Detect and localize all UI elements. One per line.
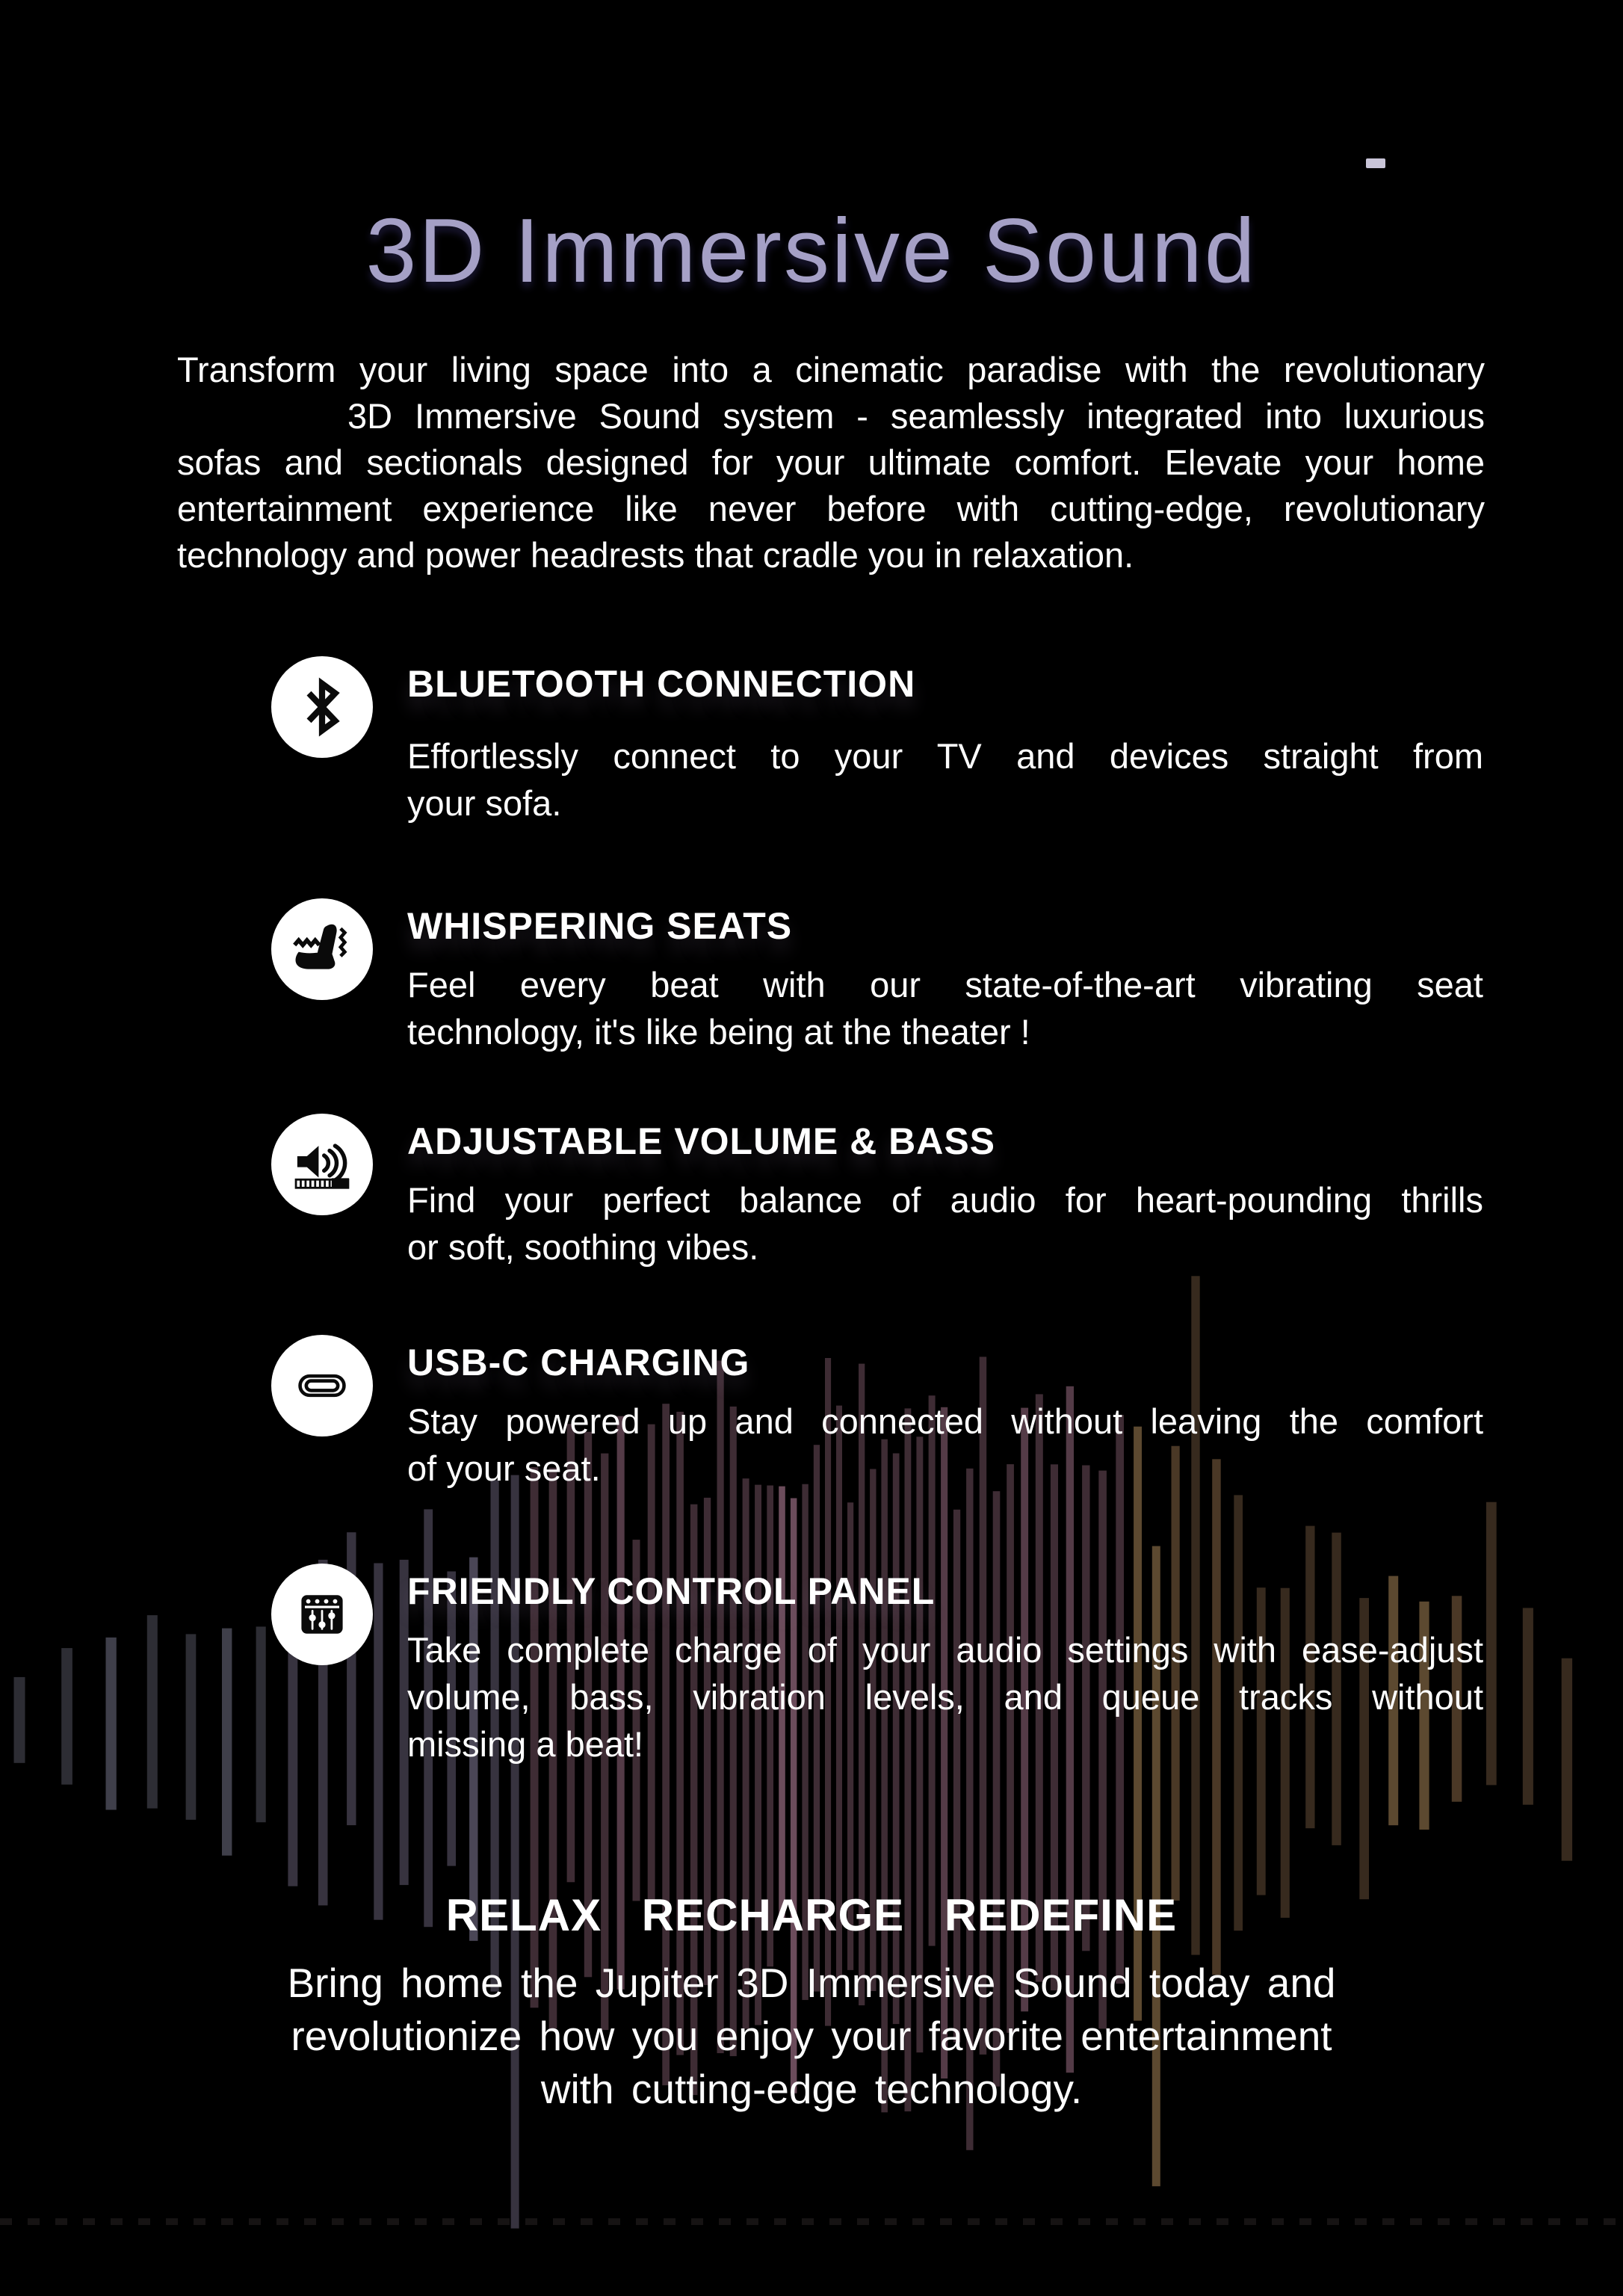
feature-bluetooth <box>271 656 1483 827</box>
intro-line: sofas and sectionals designed for your ultimate comfort. Elevate your home <box>177 442 1485 482</box>
vibrating-seat-icon-badge <box>271 898 373 1000</box>
feature-desc-line: of your seat. <box>407 1448 601 1488</box>
control-panel-icon-badge <box>271 1564 373 1665</box>
feature-description <box>407 1176 1483 1271</box>
feature-title: ADJUSTABLE VOLUME & BASS <box>407 1120 996 1162</box>
top-right-dash <box>1366 158 1385 168</box>
feature-desc-line: technology, it's like being at the theater ! <box>407 1012 1030 1052</box>
intro-paragraph <box>177 347 1485 578</box>
control-panel-icon <box>288 1580 356 1649</box>
feature-desc-line: Feel every beat with our state-of-the-art vibrating seat <box>407 965 1483 1004</box>
feature-whispering-seats <box>271 898 1483 1055</box>
feature-volume-bass <box>271 1114 1483 1271</box>
feature-desc-line: your sofa. <box>407 783 562 823</box>
bluetooth-icon <box>288 673 356 741</box>
feature-usb-c <box>271 1335 1483 1492</box>
outro-line: revolutionize how you enjoy your favorite entertainment <box>291 2013 1332 2059</box>
outro-paragraph <box>0 1957 1623 2116</box>
feature-desc-line: volume, bass, vibration levels, and queue tracks without <box>407 1677 1483 1717</box>
outro-line: with cutting-edge technology. <box>540 2066 1083 2112</box>
vibrating-seat-icon <box>288 915 356 984</box>
feature-desc-line: Find your perfect balance of audio for heart-pounding thrills <box>407 1180 1483 1220</box>
feature-desc-line: Stay powered up and connected without leaving the comfort <box>407 1401 1483 1441</box>
usb-c-port-icon-badge <box>271 1335 373 1436</box>
volume-bass-icon <box>288 1130 356 1199</box>
feature-title: WHISPERING SEATS <box>407 905 793 947</box>
feature-title: USB-C CHARGING <box>407 1342 750 1383</box>
feature-title: BLUETOOTH CONNECTION <box>407 663 916 705</box>
intro-line: Transform your living space into a cinematic paradise with the revolutionary <box>177 350 1485 389</box>
feature-title: FRIENDLY CONTROL PANEL <box>407 1570 936 1612</box>
feature-description <box>407 1398 1483 1492</box>
page-title: 3D Immersive Sound <box>365 200 1258 301</box>
feature-desc-line: missing a beat! <box>407 1724 644 1764</box>
bluetooth-icon-badge <box>271 656 373 758</box>
feature-description <box>407 961 1483 1055</box>
feature-desc-line: Take complete charge of your audio settings with ease-adjust <box>407 1630 1483 1670</box>
intro-line: entertainment experience like never before with cutting-edge, revolutionary <box>177 489 1485 528</box>
intro-line: 3D Immersive Sound system - seamlessly integrated into luxurious <box>347 396 1485 436</box>
feature-control-panel <box>271 1564 1483 1768</box>
usb-c-port-icon <box>288 1351 356 1420</box>
tagline: RELAX RECHARGE REDEFINE <box>445 1890 1178 1940</box>
outro-line: Bring home the Jupiter 3D Immersive Sound today and <box>287 1960 1336 2006</box>
feature-description <box>407 1626 1483 1768</box>
intro-line: technology and power headrests that cradle you in relaxation. <box>177 535 1134 575</box>
feature-description <box>407 732 1483 827</box>
feature-desc-line: Effortlessly connect to your TV and devices straight from <box>407 736 1483 776</box>
volume-bass-icon-badge <box>271 1114 373 1215</box>
feature-desc-line: or soft, soothing vibes. <box>407 1227 759 1267</box>
